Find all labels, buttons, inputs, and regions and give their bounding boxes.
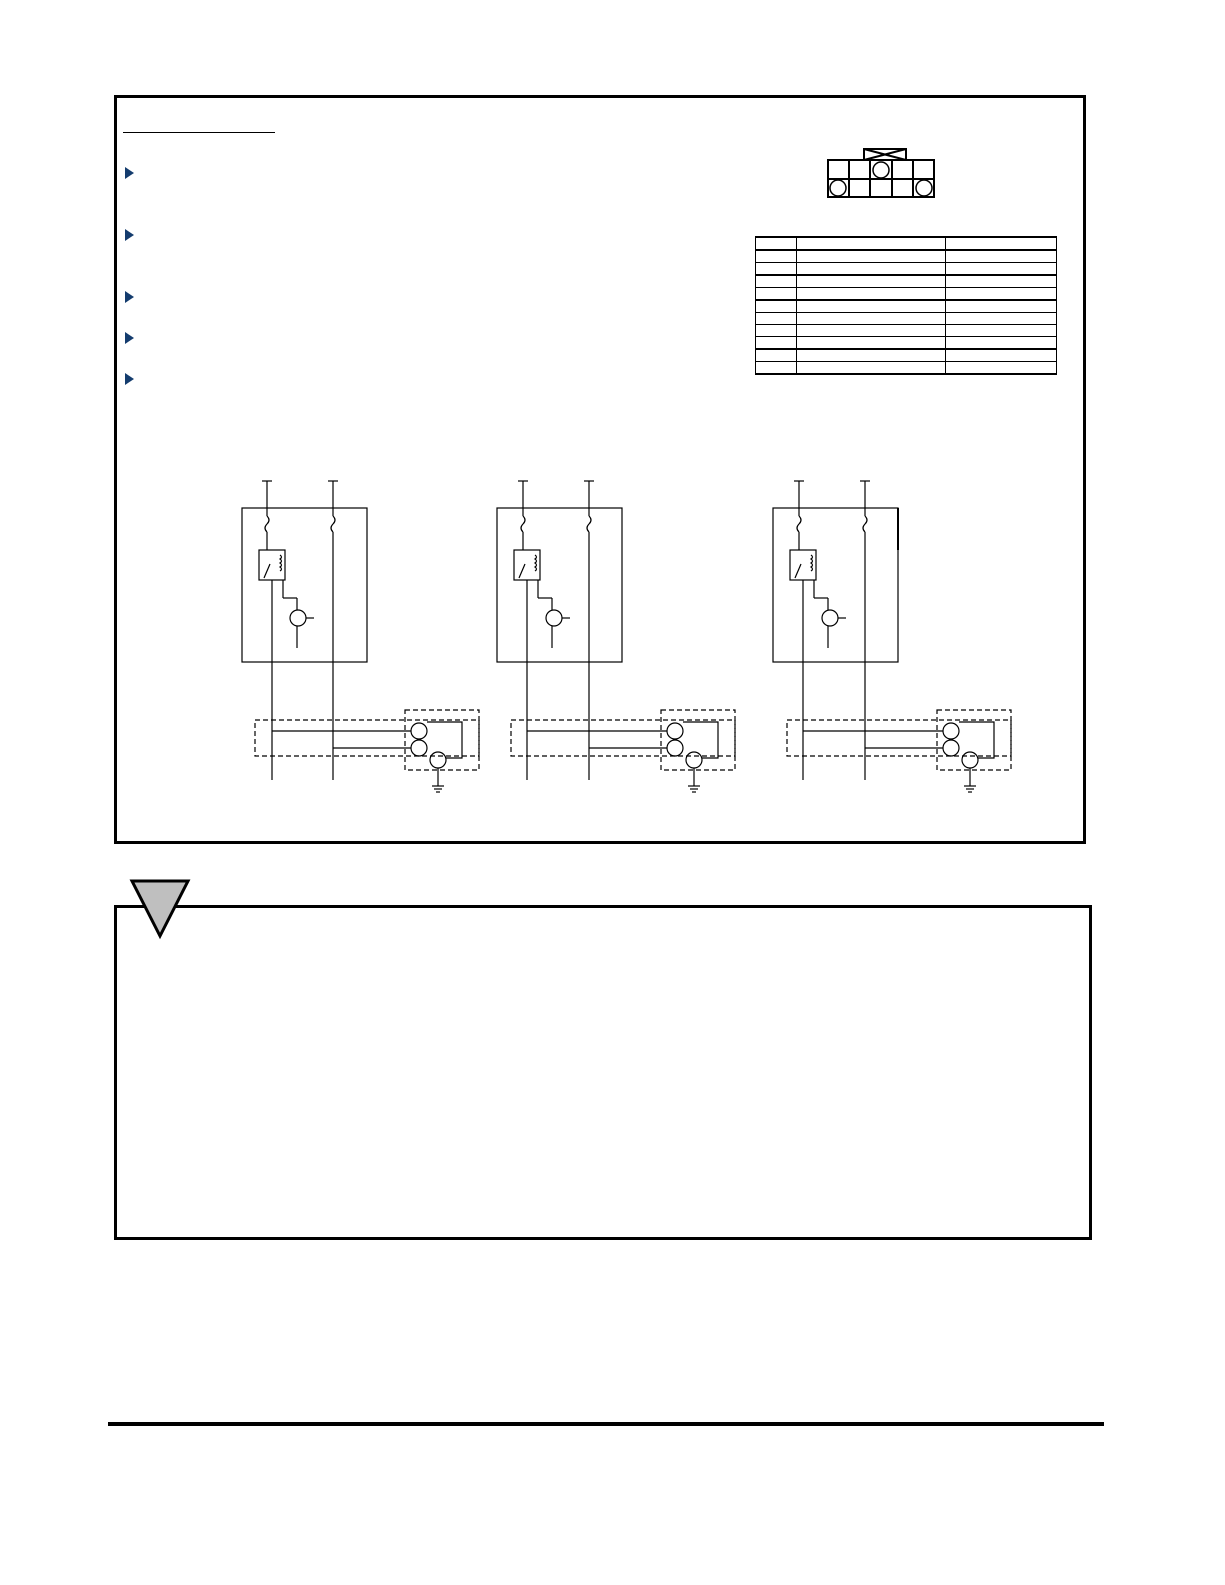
circuit-3	[773, 481, 1011, 792]
circuit-1	[242, 481, 479, 792]
footer-rule	[108, 1422, 1104, 1426]
caution-triangle-icon	[128, 878, 192, 940]
circuit-2	[497, 481, 735, 792]
note-panel	[114, 905, 1092, 1240]
connector-face-icon	[828, 149, 934, 197]
